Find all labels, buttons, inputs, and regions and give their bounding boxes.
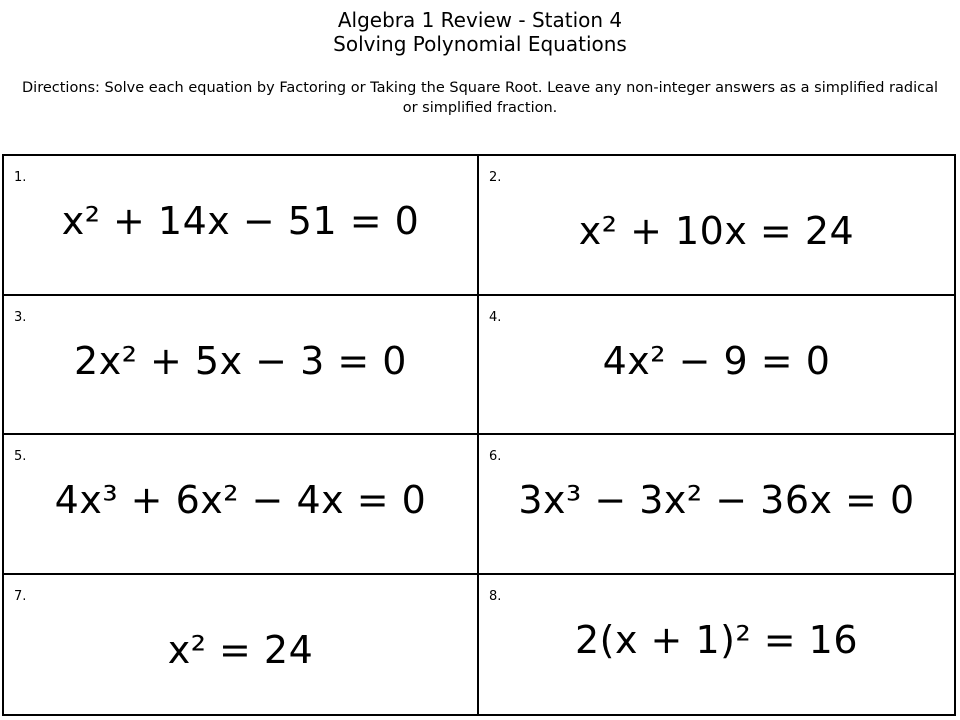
problem-cell-2 (479, 156, 954, 296)
problem-cell-7 (4, 575, 479, 715)
problem-equation: x² + 10x = 24 (578, 209, 855, 253)
problem-equation: 4x² − 9 = 0 (602, 338, 831, 383)
problem-number: 1. (14, 170, 27, 185)
problem-number: 5. (14, 449, 27, 464)
problem-grid (2, 154, 956, 716)
problem-number: 8. (489, 588, 502, 604)
problem-cell-5 (4, 435, 479, 575)
problem-cell-6 (479, 435, 954, 575)
problem-cell-8 (479, 575, 954, 715)
problem-number: 2. (489, 170, 502, 185)
problem-number: 6. (489, 449, 502, 464)
problem-equation: x² + 14x − 51 = 0 (61, 199, 420, 243)
problem-cell-1 (4, 156, 479, 296)
problem-equation: 2(x + 1)² = 16 (574, 617, 859, 662)
problem-equation: 2x² + 5x − 3 = 0 (74, 338, 407, 383)
problem-number: 7. (14, 588, 27, 604)
problem-cell-3 (4, 296, 479, 436)
problem-number: 4. (489, 309, 502, 325)
problem-equation: 4x³ + 6x² − 4x = 0 (54, 478, 427, 522)
worksheet-title: Algebra 1 Review - Station 4 (337, 8, 623, 32)
worksheet-header (0, 0, 960, 118)
problem-cell-4 (479, 296, 954, 436)
problem-number: 3. (14, 309, 27, 325)
problem-equation: 3x³ − 3x² − 36x = 0 (518, 478, 915, 522)
directions-text: Directions: Solve each equation by Factoring or Taking the Square Root. Leave any non-integer answers as a simplified radical or simplified fraction. (22, 80, 938, 116)
worksheet-subtitle: Solving Polynomial Equations (333, 32, 627, 56)
problem-equation: x² = 24 (167, 627, 314, 672)
